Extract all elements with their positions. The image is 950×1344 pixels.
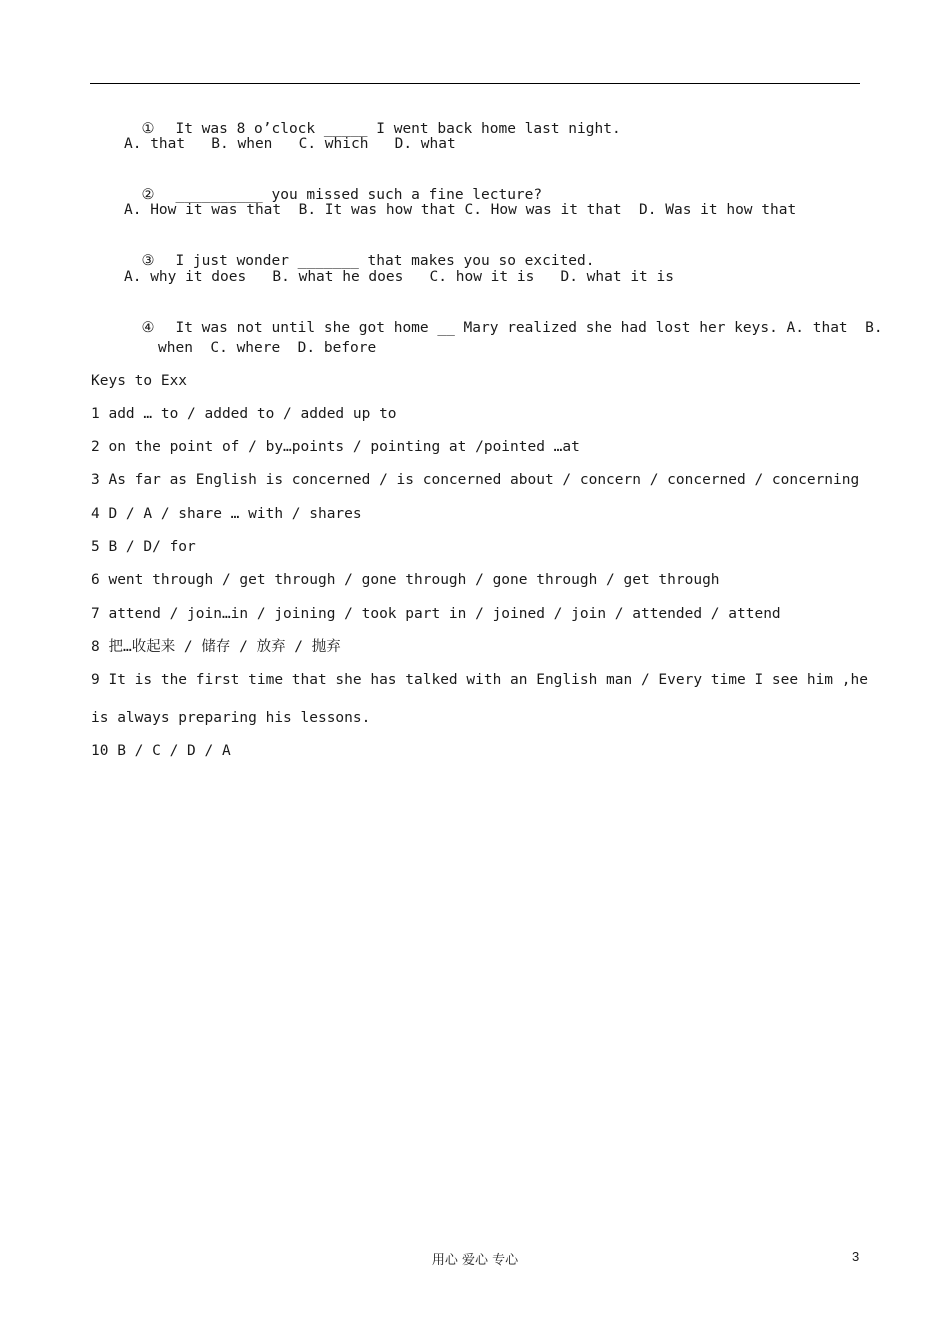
question-marker: ③: [141, 253, 155, 269]
key-line: 4 D / A / share … with / shares: [91, 506, 362, 522]
question-1: [124, 102, 621, 138]
key-line: 7 attend / join…in / joining / took part in / joined / join / attended / attend: [91, 606, 781, 622]
question-4-continuation: when C. where D. before: [158, 340, 377, 356]
question-text: __________ you missed such a fine lecture?: [175, 187, 543, 203]
key-line: 1 add … to / added to / added up to: [91, 406, 397, 422]
question-text: I just wonder _______ that makes you so excited.: [175, 253, 595, 269]
question-marker: ④: [141, 320, 155, 336]
question-4: [124, 301, 883, 337]
question-marker: ①: [141, 121, 155, 137]
key-line: 10 B / C / D / A: [91, 743, 231, 759]
page-number: 3: [852, 1249, 860, 1264]
header-rule: [90, 83, 860, 84]
key-line: 6 went through / get through / gone through / gone through / get through: [91, 572, 720, 588]
question-marker: ②: [141, 187, 155, 203]
key-line: is always preparing his lessons.: [91, 710, 371, 726]
question-3: [124, 234, 595, 270]
key-line: 8 把…收起来 / 储存 / 放弃 / 抛弃: [91, 639, 341, 655]
key-line: 9 It is the first time that she has talked with an English man / Every time I see him ,he: [91, 672, 868, 688]
question-2: [124, 168, 542, 204]
question-1-options: A. that B. when C. which D. what: [124, 136, 456, 152]
key-line: 2 on the point of / by…points / pointing at /pointed …at: [91, 439, 580, 455]
question-text: It was 8 o’clock _____ I went back home last night.: [175, 121, 621, 137]
key-line: 5 B / D/ for: [91, 539, 196, 555]
keys-heading: Keys to Exx: [91, 373, 188, 389]
key-line: 3 As far as English is concerned / is concerned about / concern / concerned / concerning: [91, 472, 860, 488]
question-3-options: A. why it does B. what he does C. how it is D. what it is: [124, 269, 674, 285]
footer-text: 用心 爱心 专心: [431, 1253, 519, 1268]
question-2-options: A. How it was that B. It was how that C. How was it that D. Was it how that: [124, 202, 797, 218]
question-text: It was not until she got home __ Mary realized she had lost her keys. A. that B.: [175, 320, 883, 336]
